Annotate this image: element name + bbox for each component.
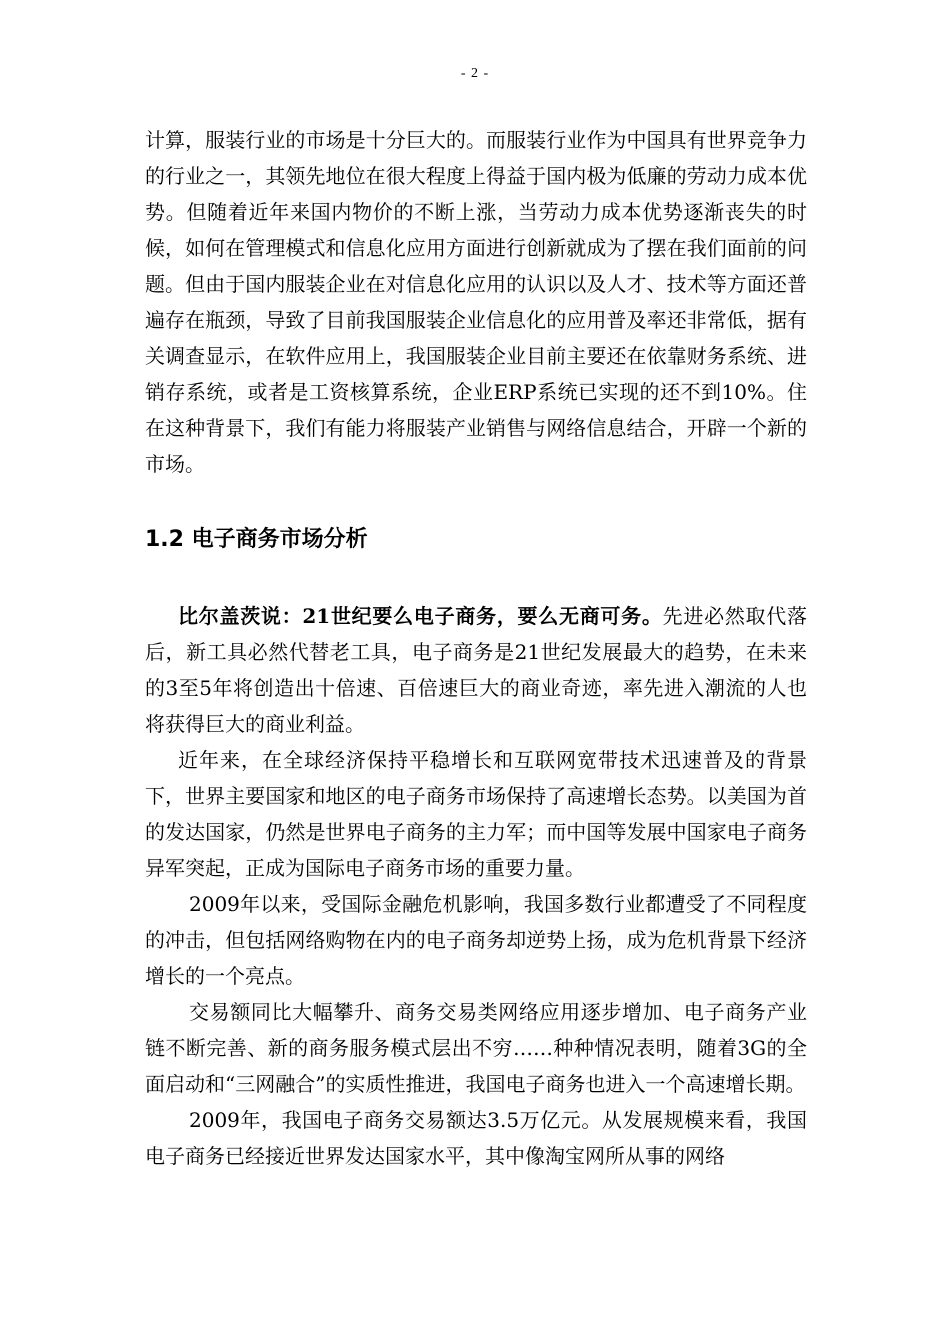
section-heading: 1.2 电子商务市场分析 [145, 527, 368, 552]
paragraph-growth-period: 交易额同比大幅攀升、商务交易类网络应用逐步增加、电子商务产业链不断完善、新的商务服务模式层出不穷……种种情况表明，随着3G的全面启动和“三网融合”的实质性推进，我国电子商务也进入一个高速增长期。 [145, 1000, 807, 1096]
paragraph-financial-crisis: 2009年以来，受国际金融危机影响，我国多数行业都遭受了不同程度的冲击，但包括网络购物在内的电子商务却逆势上扬，成为危机背景下经济增长的一个亮点。 [145, 892, 807, 988]
bill-gates-quote: 比尔盖茨说：21世纪要么电子商务，要么无商可务。 [178, 604, 663, 628]
document-body [145, 122, 807, 1174]
quote-paragraph [145, 598, 807, 742]
quote-paragraph-rest: 先进必然取代落后，新工具必然代替老工具，电子商务是21世纪发展最大的趋势，在未来的3至5年将创造出十倍速、百倍速巨大的商业奇迹，率先进入潮流的人也将获得巨大的商业利益。 [145, 604, 808, 736]
page-number: - 2 - [460, 66, 490, 81]
paragraph-global-ecommerce: 近年来，在全球经济保持平稳增长和互联网宽带技术迅速普及的背景下，世界主要国家和地区的电子商务市场保持了高速增长态势。以美国为首的发达国家，仍然是世界电子商务的主力军；而中国等发展中国家电子商务异军突起，正成为国际电子商务市场的重要力量。 [145, 748, 807, 880]
paragraph-transaction-volume: 2009年，我国电子商务交易额达3.5万亿元。从发展规模来看，我国电子商务已经接近世界发达国家水平，其中像淘宝网所从事的网络 [145, 1108, 807, 1168]
intro-paragraph: 计算，服装行业的市场是十分巨大的。而服装行业作为中国具有世界竞争力的行业之一，其领先地位在很大程度上得益于国内极为低廉的劳动力成本优势。但随着近年来国内物价的不断上涨，当劳动力成本优势逐渐丧失的时候，如何在管理模式和信息化应用方面进行创新就成为了摆在我们面前的问题。但由于国内服装企业在对信息化应用的认识以及人才、技术等方面还普遍存在瓶颈，导致了目前我国服装企业信息化的应用普及率还非常低，据有关调查显示，在软件应用上，我国服装企业目前主要还在依靠财务系统、进销存系统，或者是工资核算系统，企业ERP系统已实现的还不到10%。住在这种背景下，我们有能力将服装产业销售与网络信息结合，开辟一个新的市场。 [145, 128, 807, 476]
